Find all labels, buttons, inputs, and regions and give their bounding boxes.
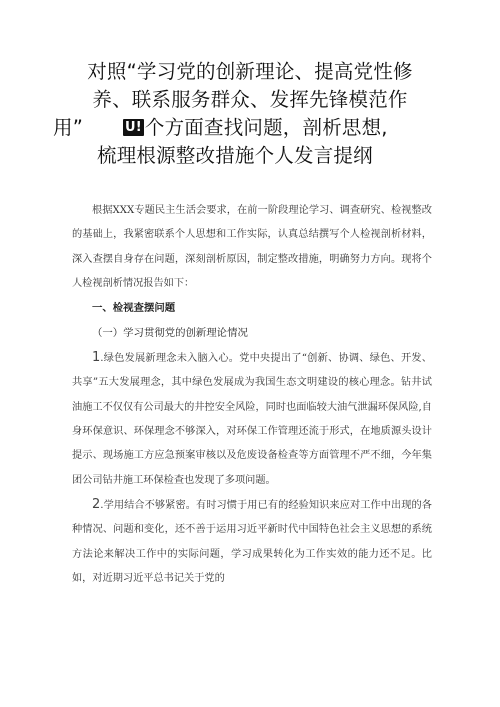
title-line-3-start: 用”: [53, 116, 84, 139]
title-badge: U!: [125, 120, 142, 135]
document-body: [72, 199, 432, 591]
item-text-1: .绿色发展新理念未入脑入心。党中央提出了“创新、协调、绿色、开发、共享”五大发展理念，其中绿色发展成为我国生态文明建设的核心理念。钻井试油施工不仅仅有公司最大的井控安全风险，同时也面临较大油气泄漏环保风险,自身环保意识、环保理念不够深入，对环保工作管理还流于形式，在地质源头设计提示、现场施工方应急预案审核以及危废设备检查等方面管理不严不细，今年集团公司钻井施工环保检查也发现了多项问题。: [72, 353, 432, 486]
intro-paragraph: 根据XXX专题民主生活会要求，在前一阶段理论学习、调查研究、检视整改的基础上，我紧密联系个人思想和工作实际，认真总结撰写个人检视剖析材料，深入查摆自身存在问题，深刻剖析原因，制定整改措施，明确努力方向。现将个人检视剖析情况报告如下：: [72, 205, 432, 289]
item-paragraph-2: [72, 493, 432, 591]
item-paragraph-1: [72, 346, 432, 493]
subsection-heading-1: （一）学习贯彻党的创新理论情况: [92, 327, 248, 340]
title-line-3-end: 个方面查找问题，剖析思想,: [144, 116, 388, 139]
title-line-2: 养、联系服务群众、发挥先锋模范作: [92, 88, 408, 111]
section-heading-1: 一、检视查摆问题: [92, 302, 176, 315]
document-title: [40, 58, 460, 170]
item-text-2: .学用结合不够紧密。有时习惯于用已有的经验知识来应对工作中出现的各种情况、问题和变化，还不善于运用习近平新时代中国特色社会主义思想的系统方法论来解决工作中的实际问题，学习成果转化为工作实效的能力还不足。比如，对近期习近平总书记关于党的: [72, 499, 432, 584]
item-number-2: 2: [92, 496, 101, 512]
title-line-4: 梳理根源整改措施个人发言提纲: [97, 144, 373, 167]
item-number-1: 1: [92, 350, 101, 366]
title-line-1: 对照“学习党的创新理论、提高党性修: [87, 60, 413, 83]
title-line-3: [40, 114, 460, 142]
